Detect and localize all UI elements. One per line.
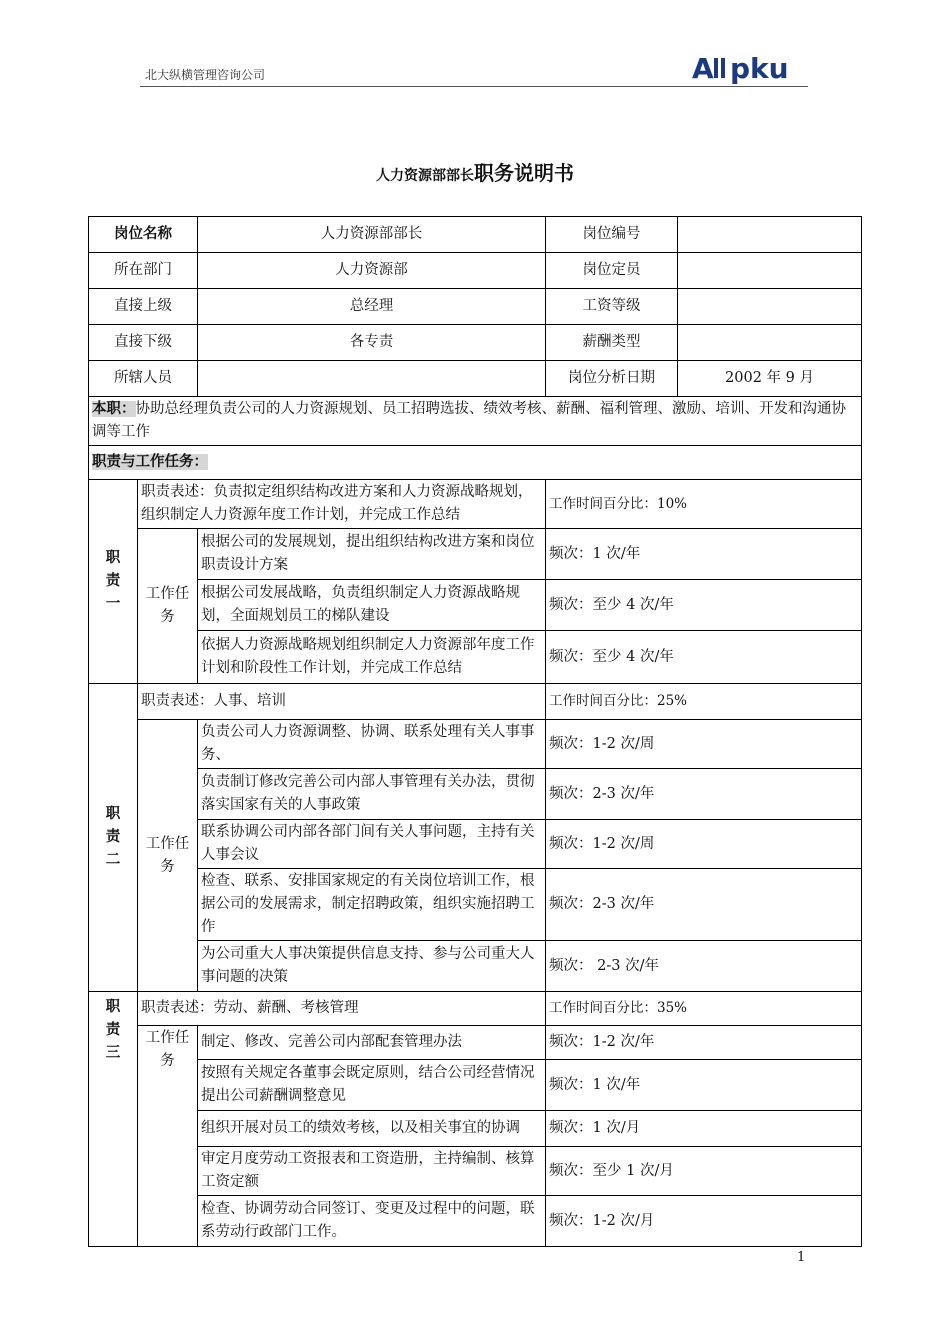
value-headcount <box>678 253 862 289</box>
page-number: 1 <box>797 1250 806 1265</box>
duty2-task-5: 为公司重大人事决策提供信息支持、参与公司重大人事问题的决策 <box>198 941 546 992</box>
label-department: 所在部门 <box>89 253 198 289</box>
core-cell <box>89 397 862 446</box>
duty2-percent: 工作时间百分比：25% <box>546 684 862 720</box>
label-position-name: 岗位名称 <box>89 217 198 253</box>
label-staff: 所辖人员 <box>89 361 198 397</box>
duty1-task-label: 工作任务 <box>138 529 198 684</box>
duty3-task-1: 制定、修改、完善公司内部配套管理办法 <box>198 1026 546 1060</box>
duty2-task-1: 负责公司人力资源调整、协调、联系处理有关人事事务、 <box>198 720 546 769</box>
duty1-freq-1: 频次：1 次/年 <box>546 529 862 580</box>
title-prefix: 人力资源部部长 <box>376 168 474 184</box>
label-position-no: 岗位编号 <box>546 217 678 253</box>
duty2-label: 职 责 二 <box>89 684 138 992</box>
duty2-task-2: 负责制订修改完善公司内部人事管理有关办法，贯彻落实国家有关的人事政策 <box>198 769 546 820</box>
duty3-task-2: 按照有关规定各董事会既定原则，结合公司经营情况提出公司薪酬调整意见 <box>198 1060 546 1111</box>
duty2-freq-2: 频次：2-3 次/年 <box>546 769 862 820</box>
duty3-freq-3: 频次：1 次/月 <box>546 1111 862 1147</box>
value-analysis-date: 2002 年 9 月 <box>678 361 862 397</box>
value-position-name: 人力资源部部长 <box>198 217 546 253</box>
svg-text:A: A <box>692 52 714 85</box>
value-position-no <box>678 217 862 253</box>
job-description-table <box>88 216 862 1247</box>
value-department: 人力资源部 <box>198 253 546 289</box>
duty3-task-label: 工作任务 <box>138 1026 198 1247</box>
value-subordinate: 各专责 <box>198 325 546 361</box>
label-analysis-date: 岗位分析日期 <box>546 361 678 397</box>
duty2-freq-3: 频次：1-2 次/周 <box>546 820 862 869</box>
label-headcount: 岗位定员 <box>546 253 678 289</box>
duty1-statement: 职责表述：负责拟定组织结构改进方案和人力资源战略规划，组织制定人力资源年度工作计划，并完成工作总结 <box>138 480 546 529</box>
value-superior: 总经理 <box>198 289 546 325</box>
value-staff <box>198 361 546 397</box>
core-row <box>89 397 862 446</box>
duty1-percent: 工作时间百分比：10% <box>546 480 862 529</box>
duty2-task-label: 工作任务 <box>138 720 198 992</box>
core-text: 协助总经理负责公司的人力资源规划、员工招聘选拔、绩效考核、薪酬、福利管理、激励、培训、开发和沟通协调等工作 <box>92 401 846 440</box>
label-superior: 直接上级 <box>89 289 198 325</box>
title-main: 职务说明书 <box>474 161 574 185</box>
core-label: 本职： <box>92 401 136 417</box>
duty1-task-2: 根据公司发展战略，负责组织制定人力资源战略规划，全面规划员工的梯队建设 <box>198 580 546 631</box>
duty3-task-5: 检查、协调劳动合同签订、变更及过程中的问题，联系劳动行政部门工作。 <box>198 1196 546 1247</box>
label-salary-grade: 工资等级 <box>546 289 678 325</box>
duty2-task-4: 检查、联系、安排国家规定的有关岗位培训工作，根据公司的发展需求，制定招聘政策，组织实施招聘工作 <box>198 869 546 941</box>
value-pay-type <box>678 325 862 361</box>
duty3-task-4: 审定月度劳动工资报表和工资造册，主持编制、核算工资定额 <box>198 1147 546 1196</box>
duty2-task-3: 联系协调公司内部各部门间有关人事问题，主持有关人事会议 <box>198 820 546 869</box>
duty3-freq-2: 频次：1 次/年 <box>546 1060 862 1111</box>
duty2-freq-1: 频次：1-2 次/周 <box>546 720 862 769</box>
svg-text:pku: pku <box>730 52 789 85</box>
duty1-task-1: 根据公司的发展规划，提出组织结构改进方案和岗位职责设计方案 <box>198 529 546 580</box>
duty3-task-3: 组织开展对员工的绩效考核，以及相关事宜的协调 <box>198 1111 546 1147</box>
duties-header: 职责与工作任务： <box>92 454 208 470</box>
duty1-freq-3: 频次：至少 4 次/年 <box>546 631 862 684</box>
duty3-label: 职 责 三 <box>89 992 138 1247</box>
duty1-label: 职 责 一 <box>89 480 138 684</box>
duty1-task-3: 依据人力资源战略规划组织制定人力资源部年度工作计划和阶段性工作计划，并完成工作总结 <box>198 631 546 684</box>
value-salary-grade <box>678 289 862 325</box>
logo-graphic <box>690 52 808 88</box>
label-subordinate: 直接下级 <box>89 325 198 361</box>
duty2-freq-5: 频次： 2-3 次/年 <box>546 941 862 992</box>
duty3-statement: 职责表述：劳动、薪酬、考核管理 <box>138 992 546 1026</box>
label-pay-type: 薪酬类型 <box>546 325 678 361</box>
duty3-freq-1: 频次：1-2 次/年 <box>546 1026 862 1060</box>
company-logo <box>690 52 808 88</box>
header-rule <box>140 86 808 87</box>
header-company-name: 北大纵横管理咨询公司 <box>145 68 266 82</box>
duty1-freq-2: 频次：至少 4 次/年 <box>546 580 862 631</box>
duty3-freq-4: 频次：至少 1 次/月 <box>546 1147 862 1196</box>
duty3-freq-5: 频次：1-2 次/月 <box>546 1196 862 1247</box>
duty2-freq-4: 频次：2-3 次/年 <box>546 869 862 941</box>
document-title <box>0 157 950 186</box>
duty2-statement: 职责表述：人事、培训 <box>138 684 546 720</box>
duty3-percent: 工作时间百分比：35% <box>546 992 862 1026</box>
duties-header-cell <box>89 446 862 480</box>
